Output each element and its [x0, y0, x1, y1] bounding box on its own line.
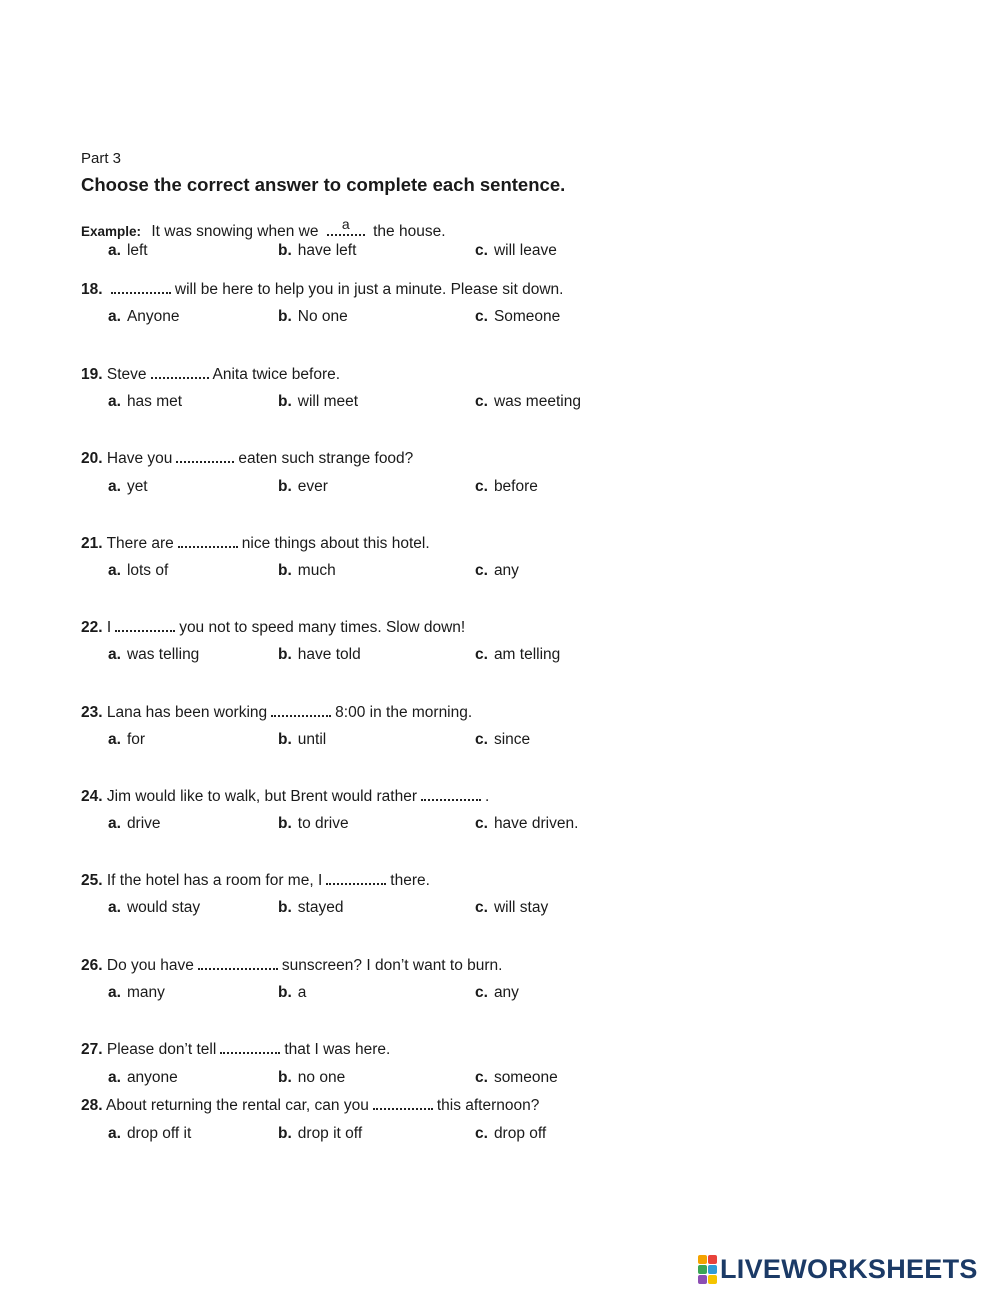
example-label: Example: [81, 224, 142, 239]
question-28-option-a[interactable]: a. drop off it [108, 1125, 192, 1142]
question-18-option-c[interactable]: c. Someone [475, 308, 561, 325]
example-answer: a [341, 216, 350, 232]
answer-blank[interactable] [220, 1040, 280, 1054]
example-text-before: It was snowing when we [151, 223, 319, 240]
question-text-after: that I was here. [284, 1041, 391, 1058]
question-text-before: Please don’t tell [106, 1041, 217, 1058]
question-21-option-a[interactable]: a. lots of [108, 562, 169, 579]
example-sentence [81, 216, 446, 241]
question-20-option-c[interactable]: c. before [475, 478, 538, 495]
question-text-before: If the hotel has a room for me, I [106, 872, 323, 889]
question-text-after: will be here to help you in just a minute. Please sit down. [174, 281, 564, 298]
answer-blank[interactable] [421, 787, 481, 801]
question-24-option-a[interactable]: a. drive [108, 815, 161, 832]
example-option-b: b. have left [278, 242, 357, 259]
question-number: 25. [81, 872, 103, 889]
question-24-option-b[interactable]: b. to drive [278, 815, 349, 832]
example-option-c: c. will leave [475, 242, 557, 259]
question-text-before: Do you have [106, 957, 194, 974]
logo-blocks-icon [698, 1255, 717, 1284]
answer-blank[interactable] [373, 1096, 433, 1110]
example-text-after: the house. [373, 223, 446, 240]
question-number: 21. [81, 535, 103, 552]
question-27 [81, 1040, 390, 1059]
question-text-after: . [485, 788, 490, 805]
answer-blank[interactable] [326, 871, 386, 885]
question-20-option-b[interactable]: b. ever [278, 478, 328, 495]
question-26-option-c[interactable]: c. any [475, 984, 519, 1001]
question-22-option-a[interactable]: a. was telling [108, 646, 200, 663]
question-18 [81, 280, 563, 299]
question-number: 18. [81, 281, 103, 298]
part-heading: Part 3 [81, 150, 122, 167]
question-23-option-c[interactable]: c. since [475, 731, 531, 748]
question-number: 24. [81, 788, 103, 805]
question-text-before: There are [106, 535, 174, 552]
question-number: 26. [81, 957, 103, 974]
question-number: 22. [81, 619, 103, 636]
question-28-option-c[interactable]: c. drop off [475, 1125, 547, 1142]
question-23-option-a[interactable]: a. for [108, 731, 146, 748]
answer-blank[interactable] [111, 280, 171, 294]
question-21-option-b[interactable]: b. much [278, 562, 336, 579]
question-20-option-a[interactable]: a. yet [108, 478, 148, 495]
answer-blank[interactable] [151, 365, 209, 379]
question-number: 23. [81, 704, 103, 721]
question-26-option-a[interactable]: a. many [108, 984, 165, 1001]
question-28 [81, 1096, 539, 1115]
question-22-option-c[interactable]: c. am telling [475, 646, 561, 663]
answer-blank[interactable] [271, 703, 331, 717]
question-24 [81, 787, 489, 806]
question-text-after: there. [390, 872, 430, 889]
question-19 [81, 365, 340, 384]
example-blank [327, 216, 365, 236]
question-25-option-a[interactable]: a. would stay [108, 899, 201, 916]
question-text-before: I [106, 619, 112, 636]
question-25-option-b[interactable]: b. stayed [278, 899, 344, 916]
question-19-option-b[interactable]: b. will meet [278, 393, 359, 410]
question-24-option-c[interactable]: c. have driven. [475, 815, 579, 832]
question-text-before: Have you [106, 450, 173, 467]
question-22-option-b[interactable]: b. have told [278, 646, 361, 663]
question-number: 19. [81, 366, 103, 383]
answer-blank[interactable] [176, 449, 234, 463]
question-27-option-c[interactable]: c. someone [475, 1069, 558, 1086]
question-text-after: eaten such strange food? [238, 450, 414, 467]
question-23 [81, 703, 472, 722]
question-text-before: Lana has been working [106, 704, 268, 721]
question-text-before: About returning the rental car, can you [106, 1097, 369, 1114]
question-text-before: Jim would like to walk, but Brent would rather [106, 788, 418, 805]
question-text-after: sunscreen? I don’t want to burn. [281, 957, 503, 974]
question-21-option-c[interactable]: c. any [475, 562, 519, 579]
question-text-before: Steve [106, 366, 147, 383]
question-21 [81, 534, 430, 553]
question-26 [81, 956, 503, 975]
example-option-a: a. left [108, 242, 148, 259]
logo-text: LIVEWORKSHEETS [720, 1254, 978, 1284]
question-number: 27. [81, 1041, 103, 1058]
question-number: 20. [81, 450, 103, 467]
question-text-after: Anita twice before. [212, 366, 341, 383]
question-18-option-a[interactable]: a. Anyone [108, 308, 180, 325]
question-text-after: this afternoon? [436, 1097, 540, 1114]
question-20 [81, 449, 413, 468]
question-text-after: 8:00 in the morning. [335, 704, 473, 721]
question-text-after: nice things about this hotel. [241, 535, 430, 552]
question-19-option-a[interactable]: a. has met [108, 393, 183, 410]
instruction-heading: Choose the correct answer to complete each sentence. [81, 174, 566, 195]
question-27-option-a[interactable]: a. anyone [108, 1069, 178, 1086]
question-22 [81, 618, 465, 637]
question-text-after: you not to speed many times. Slow down! [179, 619, 466, 636]
question-25 [81, 871, 430, 890]
question-19-option-c[interactable]: c. was meeting [475, 393, 581, 410]
question-26-option-b[interactable]: b. a [278, 984, 307, 1001]
question-27-option-b[interactable]: b. no one [278, 1069, 346, 1086]
answer-blank[interactable] [198, 956, 278, 970]
question-25-option-c[interactable]: c. will stay [475, 899, 549, 916]
question-number: 28. [81, 1097, 103, 1114]
answer-blank[interactable] [115, 618, 175, 632]
question-23-option-b[interactable]: b. until [278, 731, 327, 748]
question-28-option-b[interactable]: b. drop it off [278, 1125, 363, 1142]
liveworksheets-logo [698, 1254, 978, 1285]
answer-blank[interactable] [178, 534, 238, 548]
question-18-option-b[interactable]: b. No one [278, 308, 348, 325]
